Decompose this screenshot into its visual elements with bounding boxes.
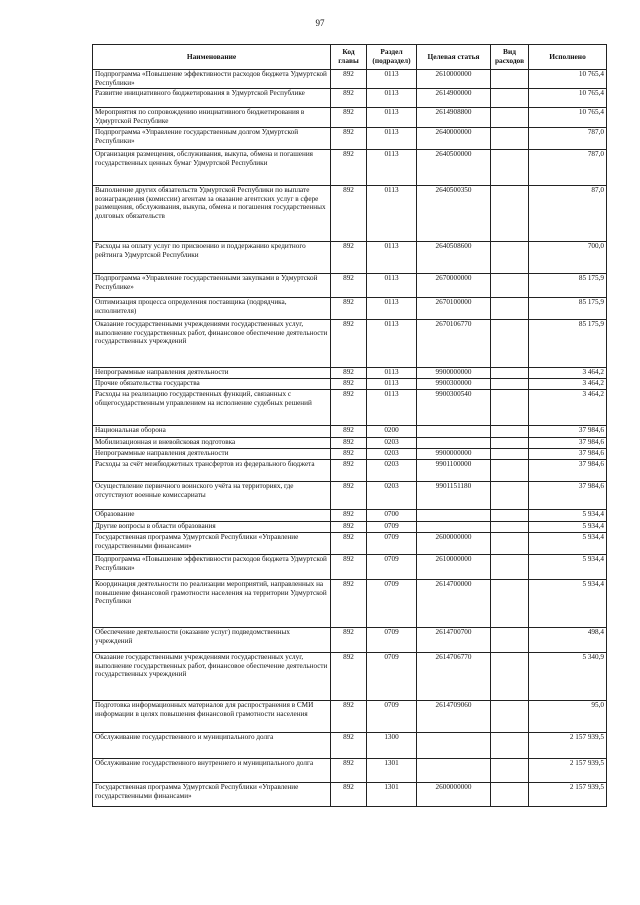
cell-section: 0113 [367,108,417,128]
cell-executed: 37 984,6 [529,482,607,510]
cell-type [491,390,529,426]
table-row [93,390,607,426]
table-row [93,379,607,390]
cell-name: Другие вопросы в области образования [93,522,331,533]
cell-code: 892 [331,70,367,89]
cell-type [491,733,529,759]
cell-target [417,522,491,533]
column-header-target: Целевая статья [417,45,491,70]
cell-type [491,70,529,89]
cell-code: 892 [331,701,367,733]
cell-executed: 3 464,2 [529,390,607,426]
table-row [93,274,607,298]
cell-section: 0113 [367,242,417,274]
cell-target: 2610000000 [417,555,491,580]
cell-type [491,320,529,368]
cell-section: 1301 [367,759,417,783]
cell-target: 2614706770 [417,653,491,701]
cell-name: Расходы на оплату услуг по присвоению и поддержанию кредитного рейтинга Удмуртской Республики [93,242,331,274]
cell-code: 892 [331,628,367,653]
cell-section: 0113 [367,70,417,89]
cell-executed: 10 765,4 [529,89,607,108]
cell-executed: 5 340,9 [529,653,607,701]
cell-target: 2640500350 [417,186,491,242]
column-header-name: Наименование [93,45,331,70]
cell-type [491,242,529,274]
cell-executed: 2 157 939,5 [529,759,607,783]
table-row [93,555,607,580]
cell-type [491,274,529,298]
cell-target: 2600000000 [417,783,491,807]
cell-name: Непрограммные направления деятельности [93,449,331,460]
cell-code: 892 [331,128,367,150]
cell-section: 0113 [367,379,417,390]
cell-code: 892 [331,150,367,186]
cell-name: Образование [93,510,331,522]
cell-section: 0113 [367,320,417,368]
cell-executed: 700,0 [529,242,607,274]
cell-type [491,128,529,150]
cell-name: Национальная оборона [93,426,331,438]
cell-type [491,533,529,555]
table-row [93,449,607,460]
cell-target: 9900000000 [417,449,491,460]
cell-code: 892 [331,426,367,438]
cell-code: 892 [331,555,367,580]
cell-name: Оптимизация процесса определения поставщика (подрядчика, исполнителя) [93,298,331,320]
cell-type [491,482,529,510]
cell-target [417,759,491,783]
cell-executed: 5 934,4 [529,522,607,533]
cell-section: 0200 [367,426,417,438]
column-header-code: Код главы [331,45,367,70]
cell-executed: 5 934,4 [529,533,607,555]
cell-code: 892 [331,580,367,628]
cell-section: 0700 [367,510,417,522]
cell-name: Осуществление первичного воинского учёта на территориях, где отсутствуют военные комиссариаты [93,482,331,510]
cell-executed: 5 934,4 [529,580,607,628]
cell-name: Расходы на реализацию государственных функций, связанных с общегосударственным управлением на исполнение судебных решений [93,390,331,426]
column-header-section: Раздел (подраздел) [367,45,417,70]
cell-target: 9900300000 [417,379,491,390]
cell-section: 0203 [367,449,417,460]
cell-target: 9901151180 [417,482,491,510]
table-row [93,580,607,628]
cell-target: 2670100000 [417,298,491,320]
cell-type [491,186,529,242]
cell-section: 0113 [367,150,417,186]
cell-name: Выполнение других обязательств Удмуртской Республики по выплате вознаграждения (комиссии) агентам за оказание агентских услуг в сфере размещения, обслуживания, выкупа, обмена и погашения государственных долговых обязательств [93,186,331,242]
table-body [93,70,607,807]
cell-type [491,108,529,128]
cell-type [491,628,529,653]
cell-target: 2640500000 [417,150,491,186]
cell-target: 2614700000 [417,580,491,628]
cell-name: Расходы за счёт межбюджетных трансфертов из федерального бюджета [93,460,331,482]
cell-target: 2640000000 [417,128,491,150]
cell-executed: 10 765,4 [529,108,607,128]
cell-section: 0203 [367,482,417,510]
cell-type [491,580,529,628]
cell-type [491,653,529,701]
cell-name: Подготовка информационных материалов для распространения в СМИ информации в целях повышения финансовой грамотности населения [93,701,331,733]
cell-code: 892 [331,783,367,807]
cell-name: Мобилизационная и вневойсковая подготовка [93,438,331,449]
cell-executed: 87,0 [529,186,607,242]
table-row [93,426,607,438]
cell-section: 0113 [367,274,417,298]
cell-target: 2614700700 [417,628,491,653]
table-row [93,320,607,368]
table-row [93,783,607,807]
cell-executed: 37 984,6 [529,449,607,460]
cell-executed: 3 464,2 [529,379,607,390]
page-number: 97 [315,18,325,28]
cell-executed: 498,4 [529,628,607,653]
cell-section: 0203 [367,438,417,449]
cell-target: 9900300540 [417,390,491,426]
cell-section: 0709 [367,533,417,555]
cell-name: Оказание государственными учреждениями государственных услуг, выполнение государственных работ, финансовое обеспечение деятельности государственных учреждений [93,653,331,701]
table-row [93,460,607,482]
cell-code: 892 [331,449,367,460]
table-row [93,89,607,108]
cell-target: 2614908800 [417,108,491,128]
cell-code: 892 [331,510,367,522]
cell-target: 2610000000 [417,70,491,89]
table-row [93,522,607,533]
cell-executed: 95,0 [529,701,607,733]
cell-type [491,426,529,438]
table-row [93,150,607,186]
table-row [93,242,607,274]
cell-executed: 85 175,9 [529,320,607,368]
cell-type [491,298,529,320]
cell-target [417,426,491,438]
cell-section: 0709 [367,580,417,628]
column-header-type: Вид расходов [491,45,529,70]
cell-section: 0709 [367,555,417,580]
cell-section: 0113 [367,298,417,320]
table-row [93,701,607,733]
cell-section: 0709 [367,522,417,533]
cell-code: 892 [331,320,367,368]
table-row [93,438,607,449]
table-row [93,533,607,555]
cell-target: 2670000000 [417,274,491,298]
cell-type [491,510,529,522]
cell-name: Мероприятия по сопровождению инициативного бюджетирования в Удмуртской Республике [93,108,331,128]
cell-section: 0113 [367,390,417,426]
table-row [93,482,607,510]
table-row [93,186,607,242]
cell-code: 892 [331,438,367,449]
cell-executed: 2 157 939,5 [529,783,607,807]
cell-executed: 2 157 939,5 [529,733,607,759]
table-row [93,653,607,701]
cell-code: 892 [331,482,367,510]
cell-type [491,89,529,108]
cell-target: 9900000000 [417,368,491,379]
cell-name: Государственная программа Удмуртской Республики «Управление государственными финансами» [93,533,331,555]
table-row [93,510,607,522]
cell-section: 0113 [367,128,417,150]
cell-executed: 85 175,9 [529,274,607,298]
cell-name: Подпрограмма «Повышение эффективности расходов бюджета Удмуртской Республики» [93,555,331,580]
table-row [93,628,607,653]
cell-target: 2670106770 [417,320,491,368]
cell-name: Государственная программа Удмуртской Республики «Управление государственными финансами» [93,783,331,807]
cell-code: 892 [331,522,367,533]
cell-name: Оказание государственными учреждениями государственных услуг, выполнение государственных работ, финансовое обеспечение деятельности государственных учреждений [93,320,331,368]
cell-type [491,368,529,379]
cell-type [491,379,529,390]
cell-executed: 85 175,9 [529,298,607,320]
cell-target [417,438,491,449]
table-row [93,298,607,320]
cell-type [491,438,529,449]
cell-executed: 787,0 [529,150,607,186]
cell-section: 0113 [367,186,417,242]
cell-type [491,522,529,533]
cell-code: 892 [331,274,367,298]
cell-executed: 37 984,6 [529,438,607,449]
cell-section: 0113 [367,368,417,379]
cell-name: Непрограммные направления деятельности [93,368,331,379]
cell-name: Подпрограмма «Управление государственным долгом Удмуртской Республики» [93,128,331,150]
cell-code: 892 [331,242,367,274]
cell-name: Организация размещения, обслуживания, выкупа, обмена и погашения государственных ценных бумаг Удмуртской Республики [93,150,331,186]
cell-section: 1301 [367,783,417,807]
cell-code: 892 [331,759,367,783]
cell-code: 892 [331,733,367,759]
table-row [93,108,607,128]
table-row [93,368,607,379]
cell-name: Развитие инициативного бюджетирования в Удмуртской Республике [93,89,331,108]
cell-code: 892 [331,89,367,108]
cell-type [491,150,529,186]
cell-executed: 5 934,4 [529,555,607,580]
cell-executed: 10 765,4 [529,70,607,89]
cell-target [417,733,491,759]
table-row [93,70,607,89]
budget-table [92,44,607,807]
column-header-executed: Исполнено [529,45,607,70]
cell-type [491,783,529,807]
cell-code: 892 [331,108,367,128]
cell-target: 2640508600 [417,242,491,274]
cell-executed: 5 934,4 [529,510,607,522]
cell-target [417,510,491,522]
cell-section: 0709 [367,628,417,653]
cell-executed: 787,0 [529,128,607,150]
table-row [93,733,607,759]
cell-name: Подпрограмма «Управление государственными закупками в Удмуртской Республике» [93,274,331,298]
cell-name: Прочие обязательства государства [93,379,331,390]
cell-type [491,555,529,580]
cell-section: 0709 [367,701,417,733]
cell-code: 892 [331,653,367,701]
cell-target: 2614900000 [417,89,491,108]
cell-section: 0203 [367,460,417,482]
cell-code: 892 [331,298,367,320]
cell-code: 892 [331,186,367,242]
cell-executed: 37 984,6 [529,426,607,438]
cell-name: Подпрограмма «Повышение эффективности расходов бюджета Удмуртской Республики» [93,70,331,89]
cell-target: 2614709060 [417,701,491,733]
cell-section: 0113 [367,89,417,108]
cell-target: 2600000000 [417,533,491,555]
cell-code: 892 [331,390,367,426]
cell-name: Координация деятельности по реализации мероприятий, направленных на повышение финансовой грамотности населения на территории Удмуртской Республики [93,580,331,628]
cell-code: 892 [331,368,367,379]
table-header-row [93,45,607,70]
cell-executed: 37 984,6 [529,460,607,482]
cell-target: 9901100000 [417,460,491,482]
cell-type [491,759,529,783]
cell-type [491,701,529,733]
cell-executed: 3 464,2 [529,368,607,379]
cell-code: 892 [331,533,367,555]
cell-name: Обслуживание государственного внутреннего и муниципального долга [93,759,331,783]
cell-name: Обслуживание государственного и муниципального долга [93,733,331,759]
cell-code: 892 [331,379,367,390]
cell-section: 1300 [367,733,417,759]
table-row [93,128,607,150]
cell-section: 0709 [367,653,417,701]
table-row [93,759,607,783]
cell-name: Обеспечение деятельности (оказание услуг) подведомственных учреждений [93,628,331,653]
cell-type [491,460,529,482]
cell-type [491,449,529,460]
cell-code: 892 [331,460,367,482]
